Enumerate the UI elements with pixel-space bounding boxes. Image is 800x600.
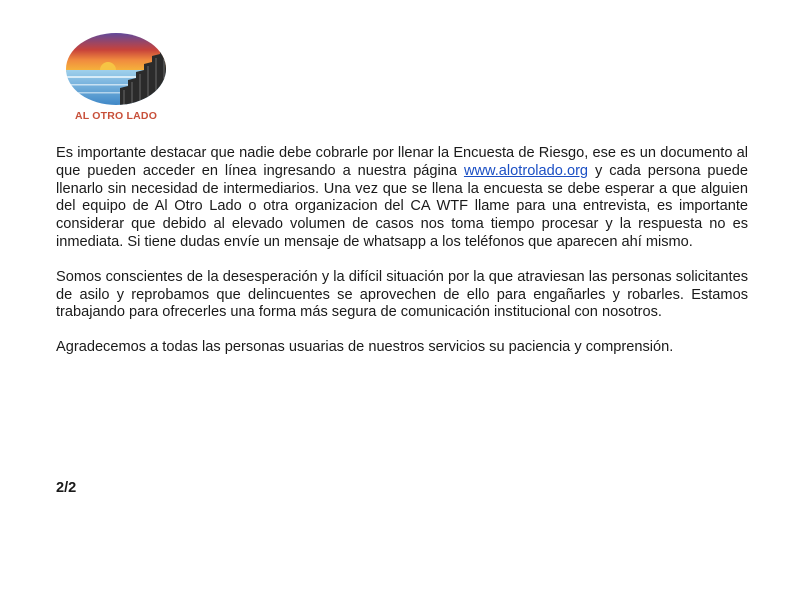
document-body xyxy=(56,145,748,374)
organization-logo xyxy=(62,32,170,122)
paragraph-text: Es importante destacar que nadie debe cobrarle por llenar la Encuesta de Riesgo, ese es un documento al que pueden acceder en línea ingresando a nuestra página xyxy=(56,145,748,179)
paragraph-gratitude: Agradecemos a todas las personas usuarias de nuestros servicios su paciencia y comprensión. xyxy=(56,339,674,356)
paragraph-risk-survey xyxy=(56,145,748,252)
page-number: 2/2 xyxy=(56,480,77,496)
paragraph-text: y cada persona puede llenarlo sin necesidad de intermediarios. Una vez que se llena la encuesta se debe esperar a que alguien del equipo de Al Otro Lado o otra organizacion del CA WTF llame para una entrevista, es importante considerar que debido al elevado volumen de casos nos toma tiempo procesar y la respuesta no es inmediata. Si tiene dudas envíe un mensaje de whatsapp a los teléfonos que aparecen ahí mismo. xyxy=(56,162,748,250)
website-link[interactable]: www.alotrolado.org xyxy=(463,162,589,179)
logo-text: AL OTRO LADO xyxy=(74,110,158,122)
paragraph-awareness: Somos conscientes de la desesperación y la difícil situación por la que atraviesan las personas solicitantes de asilo y reprobamos que delincuentes se aprovechen de ello para engañarles y robarles. Estamos trabajando para ofrecerles una forma más segura de comunicación institucional con nosotros. xyxy=(56,268,748,321)
logo-emblem-icon xyxy=(64,32,168,106)
